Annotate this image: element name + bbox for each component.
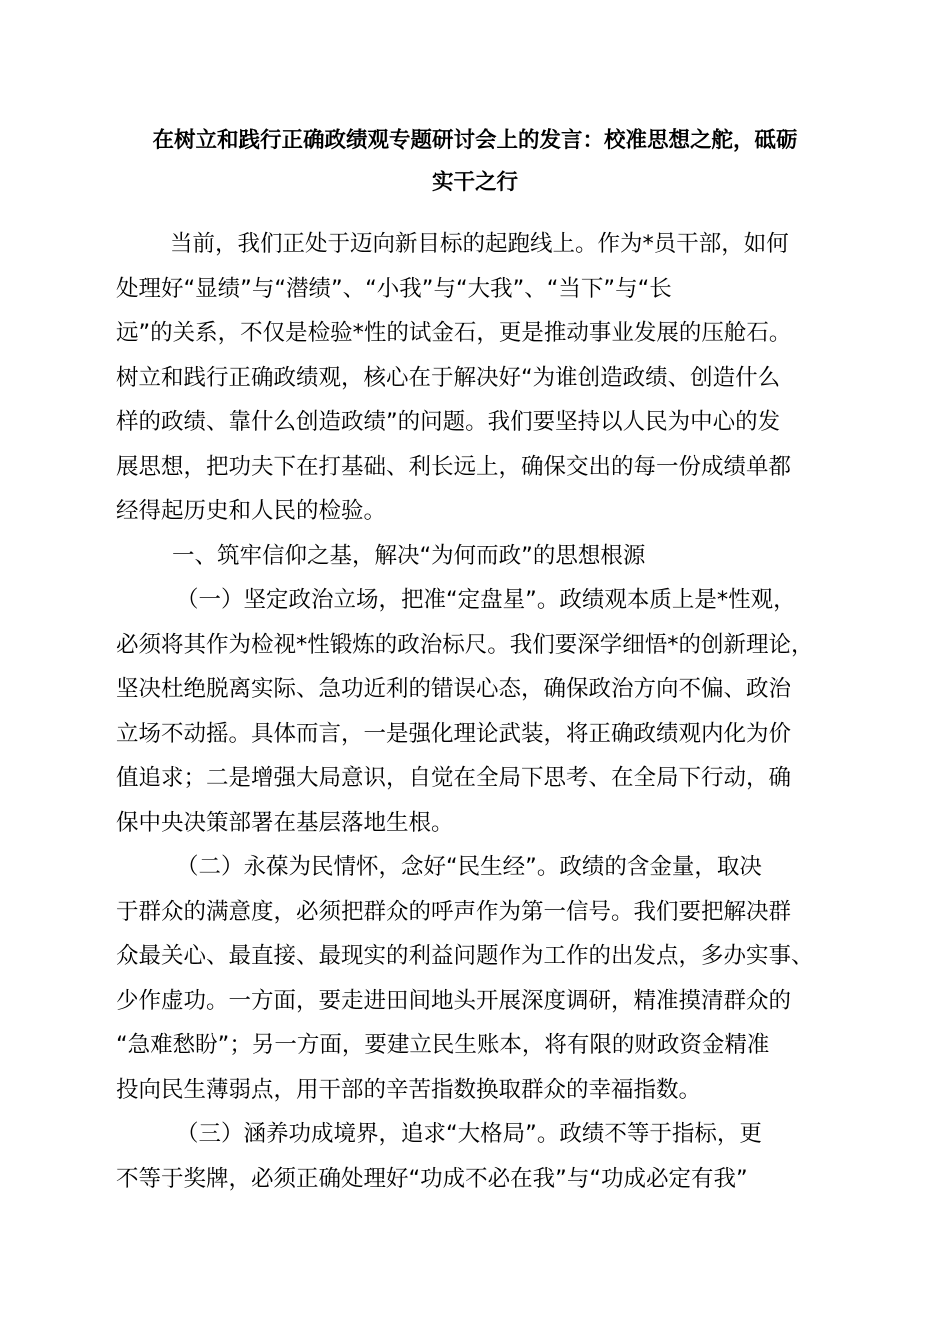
subsection-1-line: 值追求；二是增强大局意识，自觉在全局下思考、在全局下行动，确 (116, 765, 792, 791)
paragraph-intro-line: 远”的关系，不仅是检验*性的试金石，更是推动事业发展的压舱石。 (116, 320, 792, 346)
section-heading-1: 一、筑牢信仰之基，解决“为何而政”的思想根源 (172, 542, 646, 569)
subsection-2-line: “急难愁盼”；另一方面，要建立民生账本，将有限的财政资金精准 (116, 1032, 770, 1058)
paragraph-intro-line: 样的政绩、靠什么创造政绩”的问题。我们要坚持以人民为中心的发 (116, 409, 781, 435)
paragraph-intro-line: 经得起历史和人民的检验。 (116, 498, 387, 524)
paragraph-intro-line: 处理好“显绩”与“潜绩”、“小我”与“大我”、“当下”与“长 (116, 275, 672, 302)
subsection-2-line: 少作虚功。一方面，要走进田间地头开展深度调研，精准摸清群众的 (116, 987, 792, 1014)
title-line-2: 实干之行 (431, 170, 518, 195)
document-title (116, 120, 834, 204)
subsection-2-line: 投向民生薄弱点，用干部的辛苦指数换取群众的幸福指数。 (116, 1076, 702, 1103)
subsection-3-line: 不等于奖牌，必须正确处理好“功成不必在我”与“功成必定有我” (116, 1165, 748, 1192)
subsection-1-line: 立场不动摇。具体而言，一是强化理论武装，将正确政绩观内化为价 (116, 720, 792, 747)
title-line-1: 在树立和践行正确政绩观专题研讨会上的发言：校准思想之舵，砥砺 (152, 128, 798, 153)
subsection-1-line: 保中央决策部署在基层落地生根。 (116, 809, 454, 836)
document-body (116, 222, 834, 1201)
subsection-1-line: （一）坚定政治立场，把准“定盘星”。政绩观本质上是*性观， (176, 587, 796, 613)
subsection-1-line: 必须将其作为检视*性锻炼的政治标尺。我们要深学细悟*的创新理论， (116, 631, 814, 658)
paragraph-intro-line: 展思想，把功夫下在打基础、利长远上，确保交出的每一份成绩单都 (116, 453, 792, 480)
subsection-3-line: （三）涵养功成境界，追求“大格局”。政绩不等于指标，更 (176, 1121, 762, 1147)
subsection-2-line: （二）永葆为民情怀，念好“民生经”。政绩的含金量，取决 (176, 854, 762, 880)
subsection-2-line: 于群众的满意度，必须把群众的呼声作为第一信号。我们要把解决群 (116, 898, 792, 925)
paragraph-intro-line: 当前，我们正处于迈向新目标的起跑线上。作为*员干部，如何 (170, 231, 789, 257)
paragraph-intro-line: 树立和践行正确政绩观，核心在于解决好“为谁创造政绩、创造什么 (116, 364, 781, 391)
subsection-1-line: 坚决杜绝脱离实际、急功近利的错误心态，确保政治方向不偏、政治 (116, 676, 792, 702)
subsection-2-line: 众最关心、最直接、最现实的利益问题作为工作的出发点，多办实事、 (116, 943, 814, 969)
